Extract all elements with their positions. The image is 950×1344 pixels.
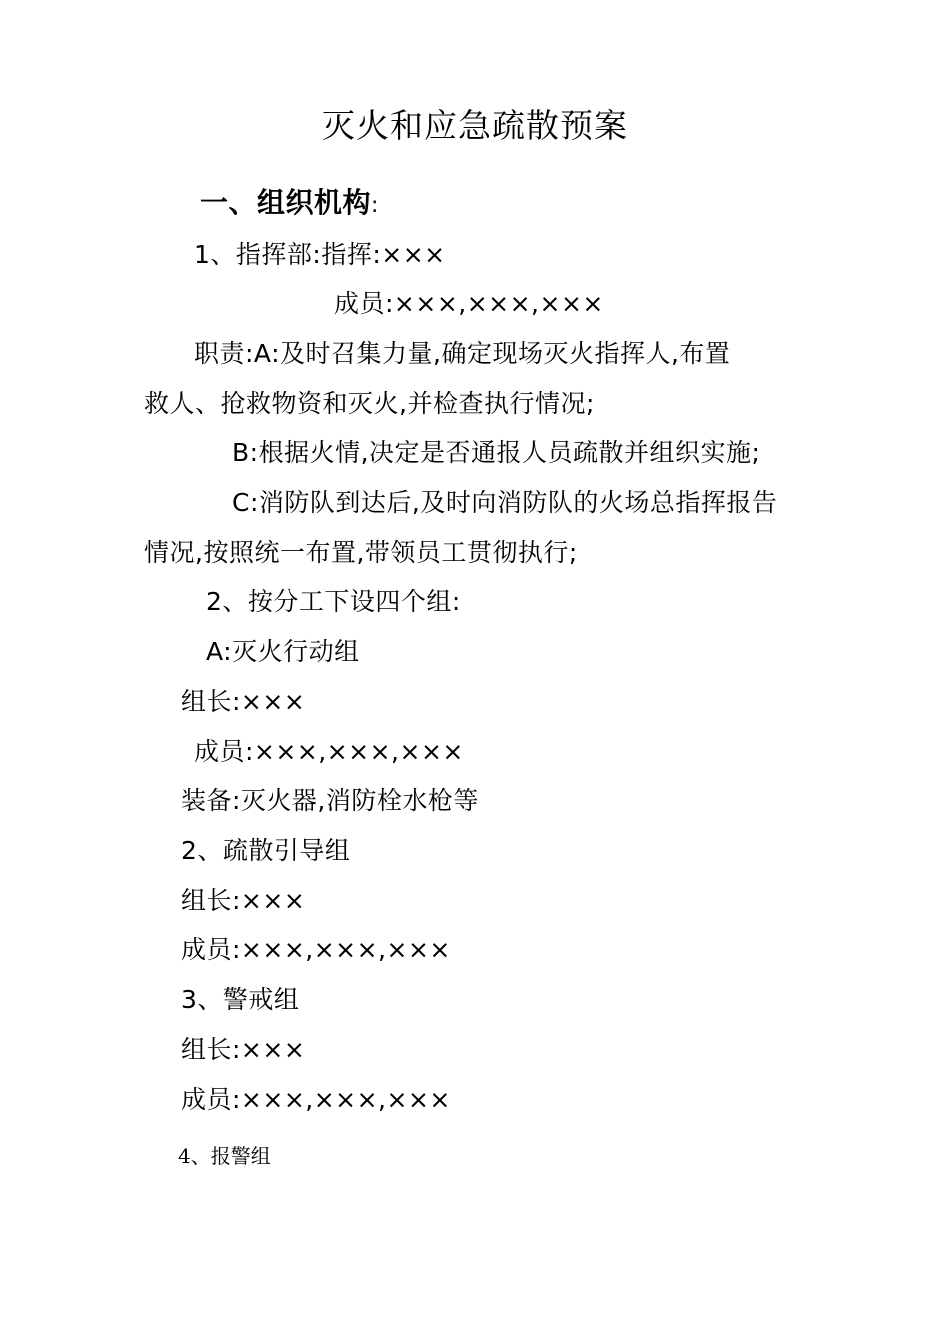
section-heading xyxy=(200,186,379,223)
group-guard-title: 3、警戒组 xyxy=(181,985,300,1014)
group-a-members: 成员:×××,×××,××× xyxy=(194,737,464,766)
duty-c-line-2: 情况,按照统一布置,带领员工贯彻执行; xyxy=(144,538,578,567)
command-line: 1、指挥部:指挥:××× xyxy=(194,240,446,269)
duty-b-line: B:根据火情,决定是否通报人员疏散并组织实施; xyxy=(232,438,761,467)
duty-a-line-1: 职责:A:及时召集力量,确定现场灭火指挥人,布置 xyxy=(194,339,731,368)
section-heading-colon: : xyxy=(371,193,379,218)
group-a-equipment: 装备:灭火器,消防栓水枪等 xyxy=(181,786,479,815)
document-title: 灭火和应急疏散预案 xyxy=(322,106,628,145)
section-heading-text: 一、组织机构 xyxy=(200,186,372,219)
group-evacuation-leader: 组长:××× xyxy=(181,886,306,915)
duty-c-line-1: C:消防队到达后,及时向消防队的火场总指挥报告 xyxy=(232,488,778,517)
group-alarm-title: 4、报警组 xyxy=(178,1144,271,1168)
group-evacuation-members: 成员:×××,×××,××× xyxy=(181,935,451,964)
command-members-line: 成员:×××,×××,××× xyxy=(334,289,604,318)
group-guard-leader: 组长:××× xyxy=(181,1035,306,1064)
group-a-title: A:灭火行动组 xyxy=(206,637,360,666)
group-evacuation-title: 2、疏散引导组 xyxy=(181,836,351,865)
group-a-leader: 组长:××× xyxy=(181,687,306,716)
groups-intro-line: 2、按分工下设四个组: xyxy=(206,587,461,616)
duty-a-line-2: 救人、抢救物资和灭火,并检查执行情况; xyxy=(144,389,595,418)
group-guard-members: 成员:×××,×××,××× xyxy=(181,1085,451,1114)
